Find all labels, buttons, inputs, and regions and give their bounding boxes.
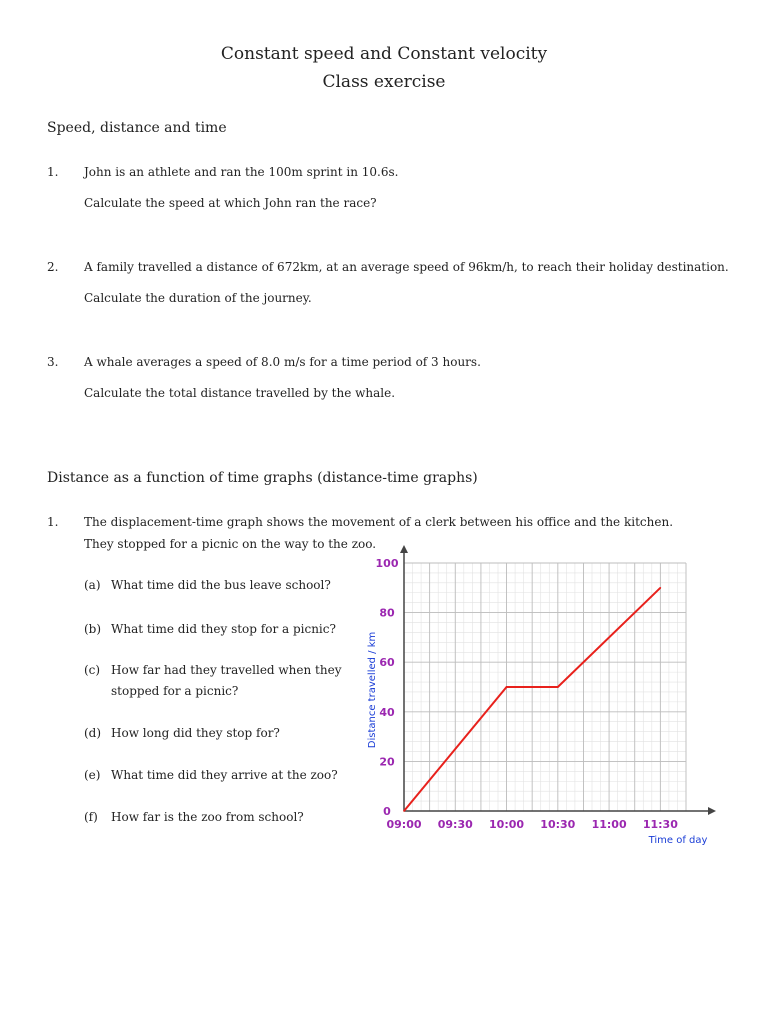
subquestion-label: (a) bbox=[84, 578, 101, 592]
question-text: A whale averages a speed of 8.0 m/s for a time period of 3 hours. bbox=[84, 355, 481, 369]
question-text: The displacement-time graph shows the movement of a clerk between his office and the kitchen. bbox=[84, 515, 674, 529]
y-tick-label: 20 bbox=[379, 755, 395, 769]
subquestion-text: What time did the bus leave school? bbox=[111, 578, 331, 592]
x-tick-label: 10:30 bbox=[540, 818, 576, 831]
subquestion-label: (f) bbox=[84, 810, 98, 824]
question-text: A family travelled a distance of 672km, at an average speed of 96km/h, to reach their holiday destination. bbox=[84, 260, 729, 274]
subquestion-label: (d) bbox=[84, 726, 102, 740]
subquestion-text: How long did they stop for? bbox=[111, 726, 280, 740]
y-tick-label: 40 bbox=[379, 705, 395, 719]
subquestion-label: (e) bbox=[84, 768, 101, 782]
section-heading-graphs: Distance as a function of time graphs (distance-time graphs) bbox=[47, 470, 478, 486]
question-text-continued: They stopped for a picnic on the way to the zoo. bbox=[84, 537, 377, 551]
series-point bbox=[557, 686, 559, 688]
subquestion-label: (b) bbox=[84, 622, 102, 636]
subquestion-text-continued: stopped for a picnic? bbox=[111, 684, 239, 698]
subquestion-text: What time did they stop for a picnic? bbox=[111, 622, 336, 636]
x-tick-label: 10:00 bbox=[489, 818, 525, 831]
series-point bbox=[506, 686, 508, 688]
subquestion-label: (c) bbox=[84, 663, 101, 677]
page-title: Constant speed and Constant velocity bbox=[220, 44, 548, 64]
question-number: 1. bbox=[47, 165, 59, 179]
y-tick-label: 100 bbox=[375, 557, 399, 570]
x-tick-label: 09:00 bbox=[386, 818, 422, 831]
question-number: 3. bbox=[47, 355, 59, 369]
y-tick-label: 80 bbox=[379, 606, 395, 620]
y-axis-arrow bbox=[400, 545, 408, 553]
question-instruction: Calculate the total distance travelled by the whale. bbox=[84, 386, 396, 400]
section-heading-speed: Speed, distance and time bbox=[47, 120, 227, 136]
y-tick-label: 0 bbox=[383, 805, 391, 818]
subquestion-text: What time did they arrive at the zoo? bbox=[111, 768, 338, 782]
subquestion-text: How far had they travelled when they bbox=[111, 663, 342, 677]
x-axis-arrow bbox=[708, 807, 716, 815]
chart-ylabel: Distance travelled / km bbox=[367, 631, 378, 749]
x-tick-label: 11:30 bbox=[642, 818, 678, 831]
question-number: 1. bbox=[47, 515, 59, 529]
series-point bbox=[403, 810, 405, 812]
x-tick-label: 09:30 bbox=[437, 818, 473, 831]
page-subtitle: Class exercise bbox=[322, 72, 446, 92]
question-number: 2. bbox=[47, 260, 59, 274]
chart-xlabel: Time of day bbox=[648, 835, 708, 846]
series-point bbox=[660, 587, 662, 589]
x-tick-label: 11:00 bbox=[591, 818, 627, 831]
question-instruction: Calculate the speed at which John ran the race? bbox=[84, 196, 377, 210]
question-text: John is an athlete and ran the 100m sprint in 10.6s. bbox=[84, 165, 399, 179]
y-tick-label: 60 bbox=[379, 656, 395, 670]
subquestion-text: How far is the zoo from school? bbox=[111, 810, 304, 824]
question-instruction: Calculate the duration of the journey. bbox=[84, 291, 312, 305]
